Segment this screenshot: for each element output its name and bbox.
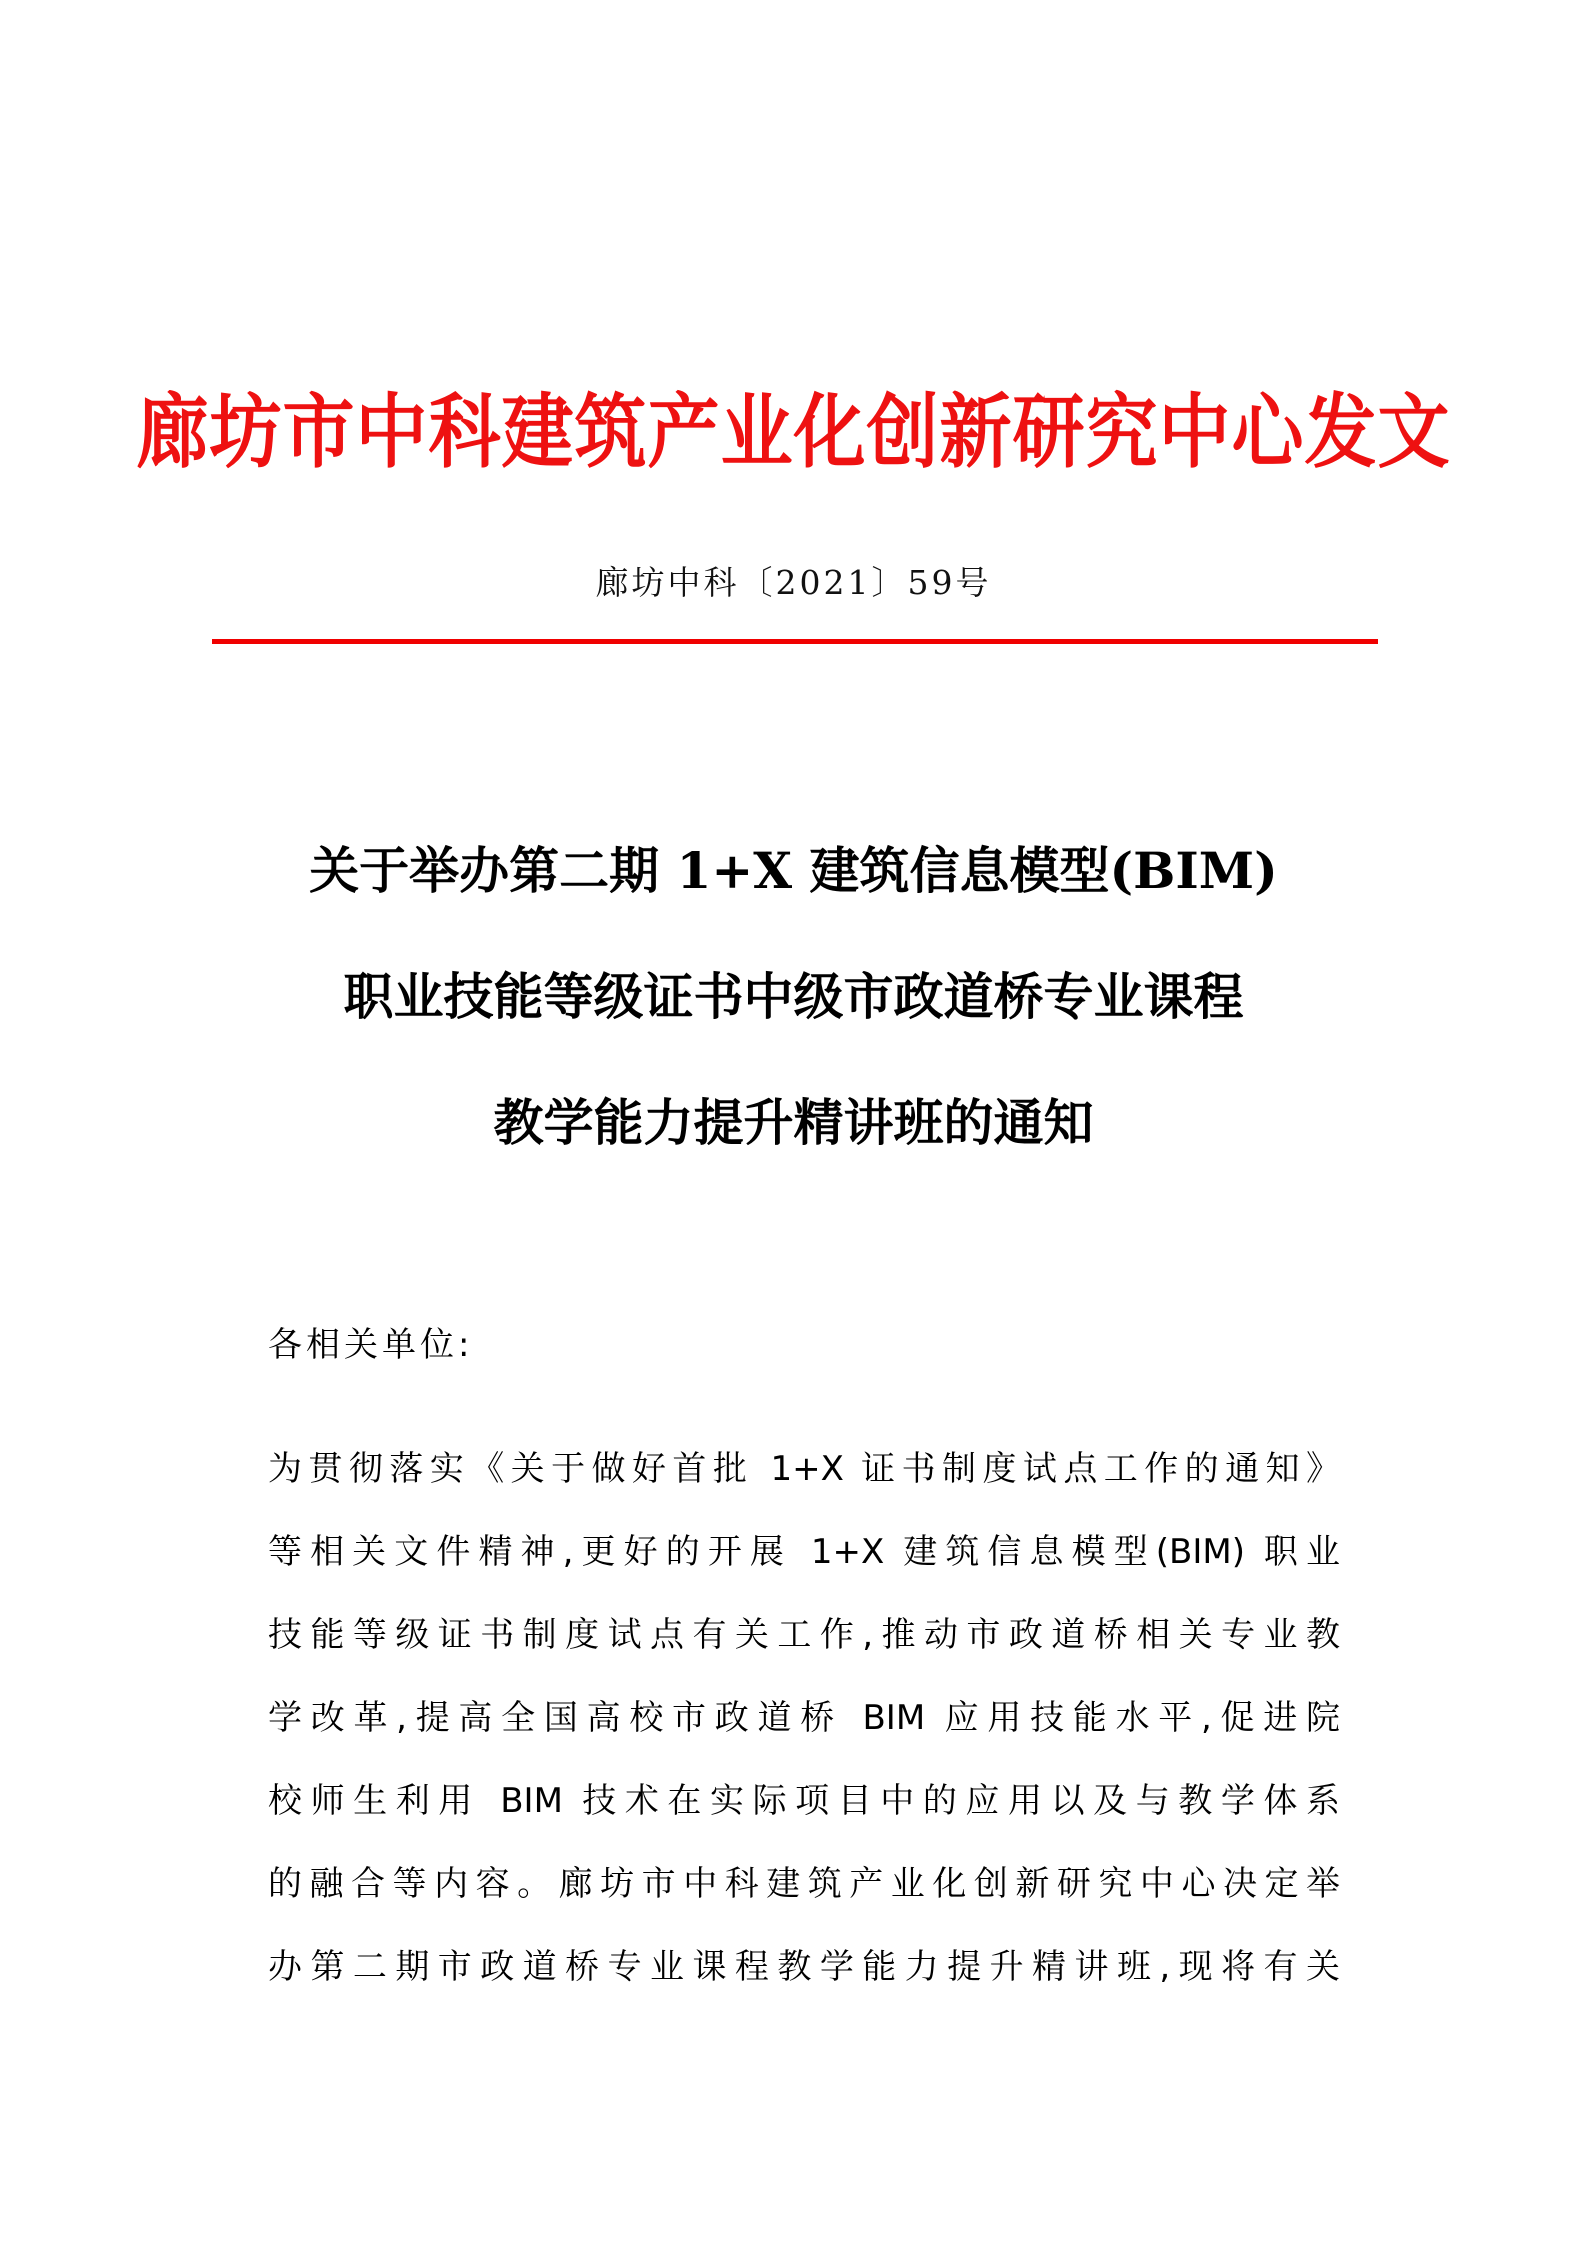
document-number: 廊坊中科〔2021〕59号 (595, 563, 992, 602)
paragraph-line-6: 的融合等内容。廊坊市中科建筑产业化创新研究中心决定举 (268, 1864, 1340, 1904)
paragraph-line-1: 为贯彻落实《关于做好首批 1+X 证书制度试点工作的通知》 (268, 1449, 1340, 1489)
notice-title (0, 808, 1587, 1186)
notice-title-line-3: 教学能力提升精讲班的通知 (493, 1093, 1094, 1152)
paragraph-line-5: 校师生利用 BIM 技术在实际项目中的应用以及与教学体系 (268, 1781, 1340, 1821)
salutation: 各相关单位: (268, 1325, 474, 1365)
notice-title-line-1: 关于举办第二期 1+X 建筑信息模型(BIM) (309, 841, 1278, 900)
red-divider-rule (212, 639, 1378, 644)
paragraph-line-2: 等相关文件精神,更好的开展 1+X 建筑信息模型(BIM) 职业 (268, 1532, 1340, 1572)
organization-header-title: 廊坊市中科建筑产业化创新研究中心发文 (136, 383, 1451, 479)
paragraph-line-3: 技能等级证书制度试点有关工作,推动市政道桥相关专业教 (268, 1615, 1340, 1655)
notice-body (268, 1318, 1348, 2009)
paragraph-line-4: 学改革,提高全国高校市政道桥 BIM 应用技能水平,促进院 (268, 1698, 1340, 1738)
paragraph-line-7: 办第二期市政道桥专业课程教学能力提升精讲班,现将有关 (268, 1947, 1340, 1987)
notice-title-line-2: 职业技能等级证书中级市政道桥专业课程 (343, 967, 1244, 1026)
